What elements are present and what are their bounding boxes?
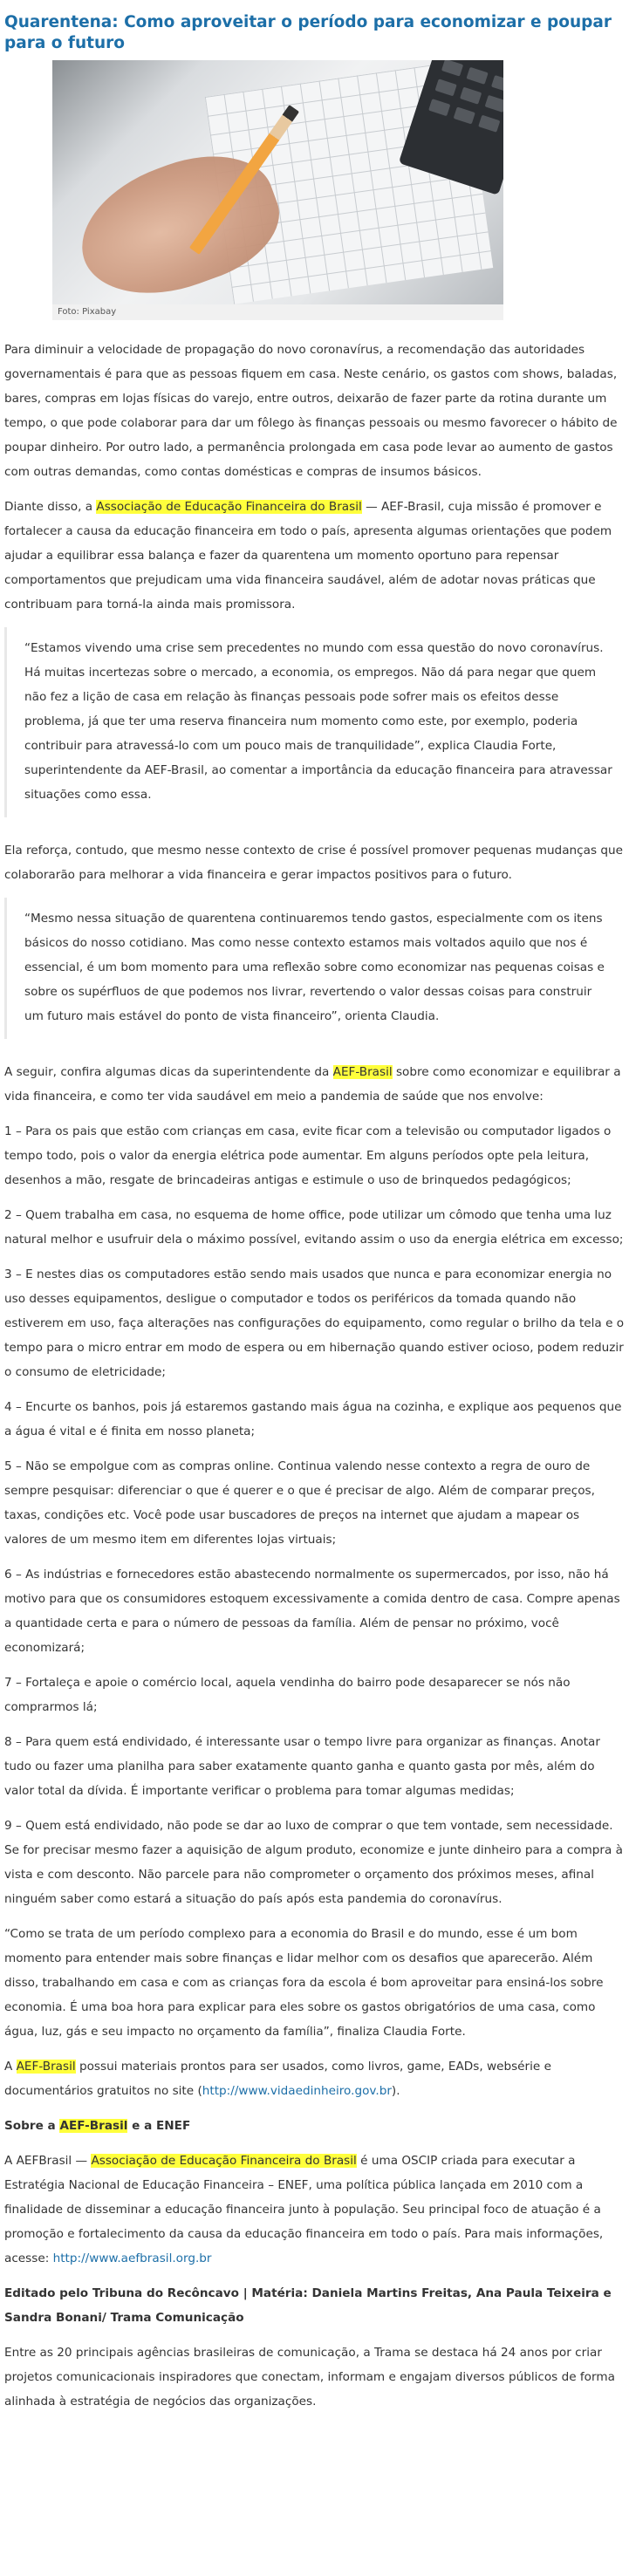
intro-paragraph: Para diminuir a velocidade de propagação do novo coronavírus, a recomendação das autoridades governamentais é para que as pessoas fiquem em casa. Neste cenário, os gastos com shows, baladas, bares, compras em lojas físicas do varejo, entre outros, deixarão de fazer parte da rotina durante um tempo, o que pode colaborar para dar um fôlego às finanças pessoais ou mesmo favorecer o hábito de poupar dinheiro. Por outro lado, a permanência prolongada em casa pode levar ao aumento de gastos com outras demandas, como contas domésticas e compras de insumos básicos. [4, 343, 618, 479]
tip-item: 1 – Para os pais que estão com crianças em casa, evite ficar com a televisão ou computador ligados o tempo todo, pois o valor da energia elétrica pode aumentar. Em alguns períodos opte pela leitura, desenhos a mão, resgate de brincadeiras antigas e estimule o uso de brinquedos pedagógicos; [4, 1124, 612, 1187]
paragraph-reforca: Ela reforça, contudo, que mesmo nesse contexto de crise é possível promover pequenas mudanças que colaborarão para melhorar a vida financeira e gerar impactos positivos para o futuro. [4, 844, 623, 882]
credits: Editado pelo Tribuna do Recôncavo | Matéria: Daniela Martins Freitas, Ana Paula Teixeira e Sandra Bonani/ Trama Comunicação [4, 2286, 612, 2325]
aef-link[interactable]: AEF-Brasil [59, 2119, 128, 2133]
vidaedinheiro-link[interactable]: http://www.vidaedinheiro.gov.br [202, 2084, 392, 2098]
tip-item: 3 – E nestes dias os computadores estão sendo mais usados que nunca e para economizar energia no uso desses equipamentos, desligue o computador e todos os periféricos da tomada quando não estiverem em uso, faça alterações nas configurações do equipamento, como regular o brilho da tela e o tempo para o micro entrar em modo de espera ou em hibernação quando estiver ocioso, podem reduzir o consumo de eletricidade; [4, 1268, 625, 1379]
org-link[interactable]: Associação de Educação Financeira do Brasil [96, 500, 362, 514]
tips-intro-paragraph: A seguir, confira algumas dicas da superintendente da AEF-Brasil sobre como economizar e equilibrar a vida financeira, e como ter vida saudável em meio a pandemia de saúde que nos envolve: [4, 1065, 621, 1104]
about-heading: Sobre a AEF-Brasil e a ENEF [4, 2119, 191, 2133]
blockquote-2 [4, 898, 625, 1039]
aefbrasil-link[interactable]: http://www.aefbrasil.org.br [52, 2251, 212, 2265]
article-figure [52, 60, 503, 320]
image-caption: Foto: Pixabay [52, 304, 503, 320]
tip-item: 6 – As indústrias e fornecedores estão abastecendo normalmente os supermercados, por isso, não há motivo para que os consumidores estoquem excessivamente a comida dentro de casa. Compre apenas a quantidade certa e para o número de pessoas da família. Além de pensar no próximo, você economizará; [4, 1568, 620, 1655]
about-paragraph: A AEFBrasil — Associação de Educação Financeira do Brasil é uma OSCIP criada para executar a Estratégia Nacional de Educação Financeira – ENEF, uma política pública lançada em 2010 com a finalidade de disseminar a educação financeira junto à população. Seu principal foco de atuação é a promoção e fortalecimento da causa da educação financeira em todo o país. Para mais informações, acesse: http://www.aefbrasil.org.br [4, 2154, 604, 2265]
org-link[interactable]: Associação de Educação Financeira do Brasil [91, 2154, 357, 2168]
quote-text: “Mesmo nessa situação de quarentena continuaremos tendo gastos, especialmente com os itens básicos do nosso cotidiano. Mas como nesse contexto estamos mais voltados aquilo que nos é essencial, é um bom momento para uma reflexão sobre como economizar nas pequenas coisas e sobre os supérfluos de que podemos nos livrar, revertendo o valor dessas coisas para construir um futuro mais estável do ponto de vista financeiro”, orienta Claudia. [24, 912, 605, 1023]
tip-item: 4 – Encurte os banhos, pois já estaremos gastando mais água na cozinha, e explique aos pequenos que a água é vital e é finita em nosso planeta; [4, 1400, 622, 1438]
aef-link[interactable]: AEF-Brasil [332, 1065, 393, 1079]
aef-link[interactable]: AEF-Brasil [16, 2060, 76, 2074]
tip-item: 9 – Quem está endividado, não pode se dar ao luxo de comprar o que tem vontade, sem necessidade. Se for precisar mesmo fazer a aquisição de algum produto, economize e junte dinheiro para a compra à vista e com desconto. Não parcele para não comprometer o orçamento dos próximos meses, afinal ninguém saber como estará a situação do país após esta pandemia do coronavírus. [4, 1819, 623, 1906]
tip-item: 7 – Fortaleça e apoie o comércio local, aquela vendinha do bairro pode desaparecer se nós não comprarmos lá; [4, 1676, 571, 1714]
tip-item: 8 – Para quem está endividado, é interessante usar o tempo livre para organizar as finanças. Anotar tudo ou fazer uma planilha para saber exatamente quanto ganha e quanto gasta por mês, além do valor total da dívida. É importante verificar o problema para tomar algumas medidas; [4, 1735, 600, 1798]
tip-item: 2 – Quem trabalha em casa, no esquema de home office, pode utilizar um cômodo que tenha uma luz natural melhor e usufruir dela o máximo possível, evitando assim o uso da energia elétrica em excesso; [4, 1208, 624, 1247]
article-photo [52, 60, 503, 304]
materials-paragraph: A AEF-Brasil possui materiais prontos para ser usados, como livros, game, EADs, websérie e documentários gratuitos no site (http://www.vidaedinheiro.gov.br). [4, 2060, 551, 2098]
blockquote-1 [4, 627, 625, 817]
article-title: Quarentena: Como aproveitar o período para economizar e poupar para o futuro [4, 13, 612, 52]
quote-text: “Estamos vivendo uma crise sem precedentes no mundo com essa questão do novo coronavírus. Há muitas incertezas sobre o mercado, a economia, os empregos. Não dá para negar que quem não fez a lição de casa em relação às finanças pessoais pode sofrer mais os efeitos desse problema, já que ter uma reserva financeira num momento como este, por exemplo, poderia contribuir para atravessá-lo com um pouco mais de tranquilidade”, explica Claudia Forte, superintendente da AEF-Brasil, ao comentar a importância da educação financeira para atravessar situações como essa. [24, 641, 612, 802]
trama-paragraph: Entre as 20 principais agências brasileiras de comunicação, a Trama se destaca há 24 anos por criar projetos comunicacionais inspiradores que conectam, informam e engajam diversos públicos de forma alinhada à estratégia de negócios das organizações. [4, 2346, 615, 2409]
org-paragraph: Diante disso, a Associação de Educação Financeira do Brasil — AEF-Brasil, cuja missão é promover e fortalecer a causa da educação financeira em todo o país, apresenta algumas orientações que podem ajudar a equilibrar essa balança e fazer da quarentena um momento oportuno para repensar comportamentos que prejudicam uma vida financeira saudável, além de adotar novas práticas que contribuam para torná-la ainda mais promissora. [4, 500, 612, 612]
tip-item: 5 – Não se empolgue com as compras online. Continua valendo nesse contexto a regra de ouro de sempre pesquisar: diferenciar o que é querer e o que é precisar de algo. Além de comparar preços, taxas, condições etc. Você pode usar buscadores de preços na internet que ajudam a mapear os valores de um mesmo item em diferentes lojas virtuais; [4, 1459, 595, 1547]
closing-quote: “Como se trata de um período complexo para a economia do Brasil e do mundo, esse é um bom momento para entender mais sobre finanças e lidar melhor com os desafios que aparecerão. Além disso, trabalhando em casa e com as crianças fora da escola é bom aproveitar para ensiná-los sobre economia. É uma boa hora para explicar para eles sobre os gastos obrigatórios de uma casa, como água, luz, gás e seu impacto no orçamento da família”, finaliza Claudia Forte. [4, 1927, 604, 2039]
